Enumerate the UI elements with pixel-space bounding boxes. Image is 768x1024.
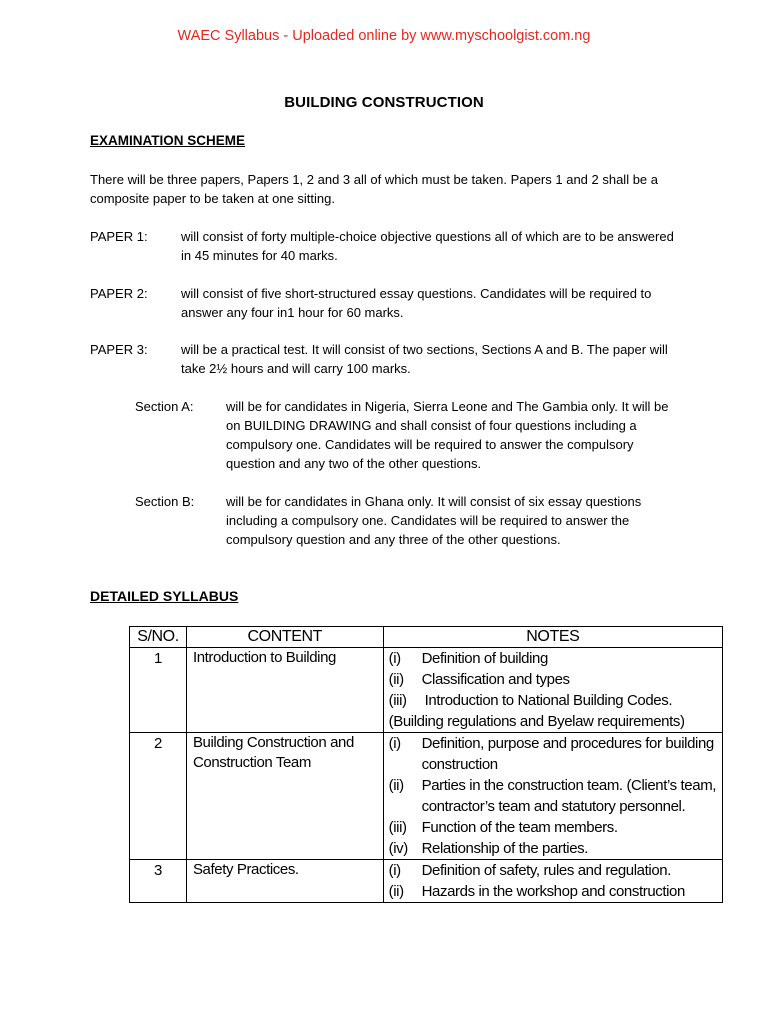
note-item xyxy=(389,669,722,690)
note-number: (i) xyxy=(388,862,401,879)
note-number: (i) xyxy=(388,735,401,752)
note-number: (ii) xyxy=(388,777,404,794)
note-item xyxy=(389,817,722,838)
note-text: Classification and types xyxy=(421,671,570,688)
syllabus-table xyxy=(129,626,723,903)
row-2-sno: 2 xyxy=(130,733,187,860)
source-header: WAEC Syllabus - Uploaded online by www.myschoolgist.com.ng xyxy=(177,28,591,44)
note-text: Hazards in the workshop and construction xyxy=(421,883,685,900)
examination-scheme-heading: EXAMINATION SCHEME xyxy=(90,133,246,148)
row-2-notes xyxy=(383,733,722,860)
note-number: (iii) xyxy=(388,819,407,836)
note-text: Parties in the construction team. (Client’s team, contractor’s team and statutory personnel. xyxy=(421,777,717,815)
note-item xyxy=(389,711,722,732)
note-text: Definition, purpose and procedures for building construction xyxy=(421,735,714,773)
row-3-notes xyxy=(383,860,722,903)
header-notes: NOTES xyxy=(383,627,722,648)
paper-3-description: will be a practical test. It will consist of two sections, Sections A and B. The paper will take 2½ hours and will carry 100 marks. xyxy=(181,342,668,376)
note-item xyxy=(389,733,722,775)
note-number: (ii) xyxy=(388,671,404,688)
note-number: (ii) xyxy=(388,883,404,900)
page-title: BUILDING CONSTRUCTION xyxy=(284,94,484,111)
row-3-sno: 3 xyxy=(130,860,187,903)
paper-3-label: PAPER 3: xyxy=(90,342,148,357)
detailed-syllabus-heading: DETAILED SYLLABUS xyxy=(90,588,239,604)
row-2-content: Building Construction and Construction Team xyxy=(186,733,383,860)
note-number: (iv) xyxy=(388,840,408,857)
header-content: CONTENT xyxy=(186,627,383,648)
section-a-label: Section A: xyxy=(135,399,194,414)
note-item xyxy=(389,775,722,817)
note-number: (iii) xyxy=(388,692,407,709)
section-b-description: will be for candidates in Ghana only. It will consist of six essay questions including a compulsory one. Candidates will be required to answer the compulsory question and any three of the other questions. xyxy=(226,494,642,547)
intro-paragraph: There will be three papers, Papers 1, 2 and 3 all of which must be taken. Papers 1 and 2 shall be a composite paper to be taken at one sitting. xyxy=(90,172,659,206)
note-text: Definition of safety, rules and regulation. xyxy=(421,862,671,879)
paper-1-description: will consist of forty multiple-choice objective questions all of which are to be answered in 45 minutes for 40 marks. xyxy=(181,229,674,263)
note-number: (i) xyxy=(388,650,401,667)
table-row xyxy=(130,648,723,733)
paper-1-label: PAPER 1: xyxy=(90,229,148,244)
table-row xyxy=(130,860,723,903)
note-text: Definition of building xyxy=(421,650,548,667)
note-text: (Building regulations and Byelaw requirements) xyxy=(388,713,685,730)
row-3-content: Safety Practices. xyxy=(186,860,383,903)
paper-2-description: will consist of five short-structured essay questions. Candidates will be required to answer any four in1 hour for 60 marks. xyxy=(181,286,652,320)
note-item xyxy=(389,881,722,902)
note-text: Relationship of the parties. xyxy=(421,840,589,857)
row-1-content: Introduction to Building xyxy=(186,648,383,733)
note-text: Function of the team members. xyxy=(421,819,618,836)
table-row xyxy=(130,733,723,860)
note-item xyxy=(389,690,722,711)
section-b-label: Section B: xyxy=(135,494,195,509)
row-1-notes xyxy=(383,648,722,733)
row-1-sno: 1 xyxy=(130,648,187,733)
note-item xyxy=(389,838,722,859)
note-item xyxy=(389,860,722,881)
note-item xyxy=(389,648,722,669)
paper-2-label: PAPER 2: xyxy=(90,286,148,301)
note-text: Introduction to National Building Codes. xyxy=(424,692,673,709)
section-a-description: will be for candidates in Nigeria, Sierra Leone and The Gambia only. It will be on BUILDING DRAWING and shall consist of four questions including a compulsory one. Candidates will be required to answer the compulsory question and any two of the other questions. xyxy=(226,399,669,471)
header-sno: S/NO. xyxy=(130,627,187,648)
table-header-row xyxy=(130,627,723,648)
